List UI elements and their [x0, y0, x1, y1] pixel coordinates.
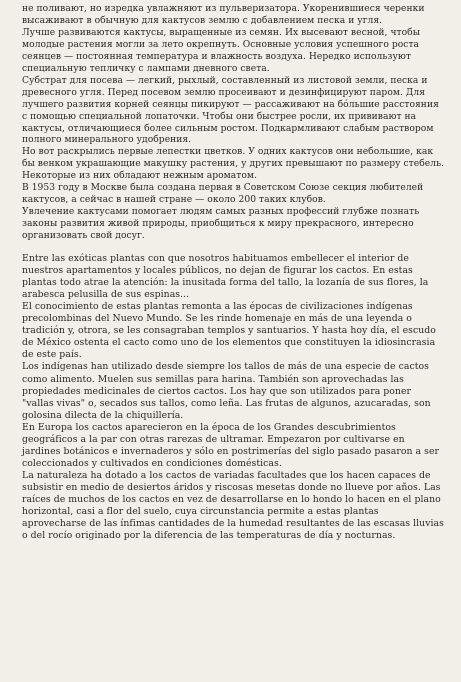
- russian-paragraph-2: Лучше развиваются кактусы, выращенные из семян. Их высевают весной, чтобы молодые растения могли за лето окрепнуть. Основные условия успешного роста сеянцев — постоянная температура и влажность воздуха. Нередко используют специальную тепличку с лампами дневного света.: [22, 27, 421, 74]
- russian-paragraph-1: не поливают, но изредка увлажняют из пульверизатора. Укоренившиеся черенки высаживают в обычную для кактусов землю с добавлением песка и угля.: [22, 4, 425, 26]
- russian-text-section: [22, 4, 445, 243]
- russian-paragraph-4: Но вот раскрылись первые лепестки цветков. У одних кактусов они небольшие, как бы венком украшающие макушку растения, у других превышают по размеру стебель. Некоторые из них обладают нежным ароматом.: [22, 147, 445, 182]
- spanish-paragraph-1: Entre las exóticas plantas con que nosotros habituamos embellecer el interior de nuestros apartamentos y locales públicos, no dejan de figurar los cactos. En estas plantas todo atrae la atención: la inusitada forma del tallo, la lozanía de sus flores, la arabesca pelusilla de sus espinas...: [22, 253, 429, 301]
- russian-paragraph-6: Увлечение кактусами помогает людям самых разных профессий глубже познать законы развития живой природы, приобщиться к миру прекрасного, интересно организовать свой досуг.: [22, 207, 420, 242]
- spanish-text-section: [22, 253, 445, 542]
- spanish-paragraph-2: El conocimiento de estas plantas remonta a las épocas de civilizaciones indígenas precolombinas del Nuevo Mundo. Se les rinde homenaje en más de una leyenda o tradición y, otrora, se les consagraban templos y santuarios. Y hasta hoy día, el escudo de México ostenta el cacto como uno de los elementos que constituyen la idiosincrasia de este país.: [22, 301, 436, 361]
- spanish-paragraph-3: Los indígenas han utilizado desde siempre los tallos de más de una especie de cactos como alimento. Muelen sus semillas para harina. También son aprovechadas las propiedades medicinales de ciertos cactos. Los hay que son utilizados para poner "vallas vivas" o, secados sus tallos, como leña. Las frutas de algunos, azucaradas, son golosina dilecta de la chiquillería.: [22, 361, 431, 421]
- spanish-paragraph-4: En Europa los cactos aparecieron en la época de los Grandes descubrimientos geográficos a la par con otras rarezas de ultramar. Empezaron por cultivarse en jardines botánicos e invernaderos y sólo en postrimerías del siglo pasado pasaron a ser coleccionados y cultivados en condiciones domésticas.: [22, 421, 439, 469]
- spanish-paragraph-5: La naturaleza ha dotado a los cactos de variadas facultades que los hacen capaces de subsistir en medio de desiertos áridos y riscosas mesetas donde no llueve por años. Las raíces de muchos de los cactos en vez de desarrollarse en lo hondo lo hacen en el plano horizontal, casi a flor del suelo, cuya circunstancia permite a estas plantas aprovecharse de las ínfimas cantidades de la humedad resultantes de las escasas lluvias o del rocío originado por la diferencia de las temperaturas de día y nocturnas.: [22, 469, 444, 542]
- russian-paragraph-5: В 1953 году в Москве была создана первая в Советском Союзе секция любителей кактусов, а сейчас в нашей стране — около 200 таких клубов.: [22, 183, 424, 206]
- russian-paragraph-3: Субстрат для посева — легкий, рыхлый, составленный из листовой земли, песка и древесного угля. Перед посевом землю просеивают и дезинфицируют паром. Для лучшего развития корней сеянцы пикируют — рассаживают на бо́льшие расстояния с помощью специальной лопаточки. Чтобы они быстрее росли, их прививают на кактусы, отличающиеся более сильным ростом. Подкармливают слабым раствором полного минерального удобрения.: [22, 75, 439, 146]
